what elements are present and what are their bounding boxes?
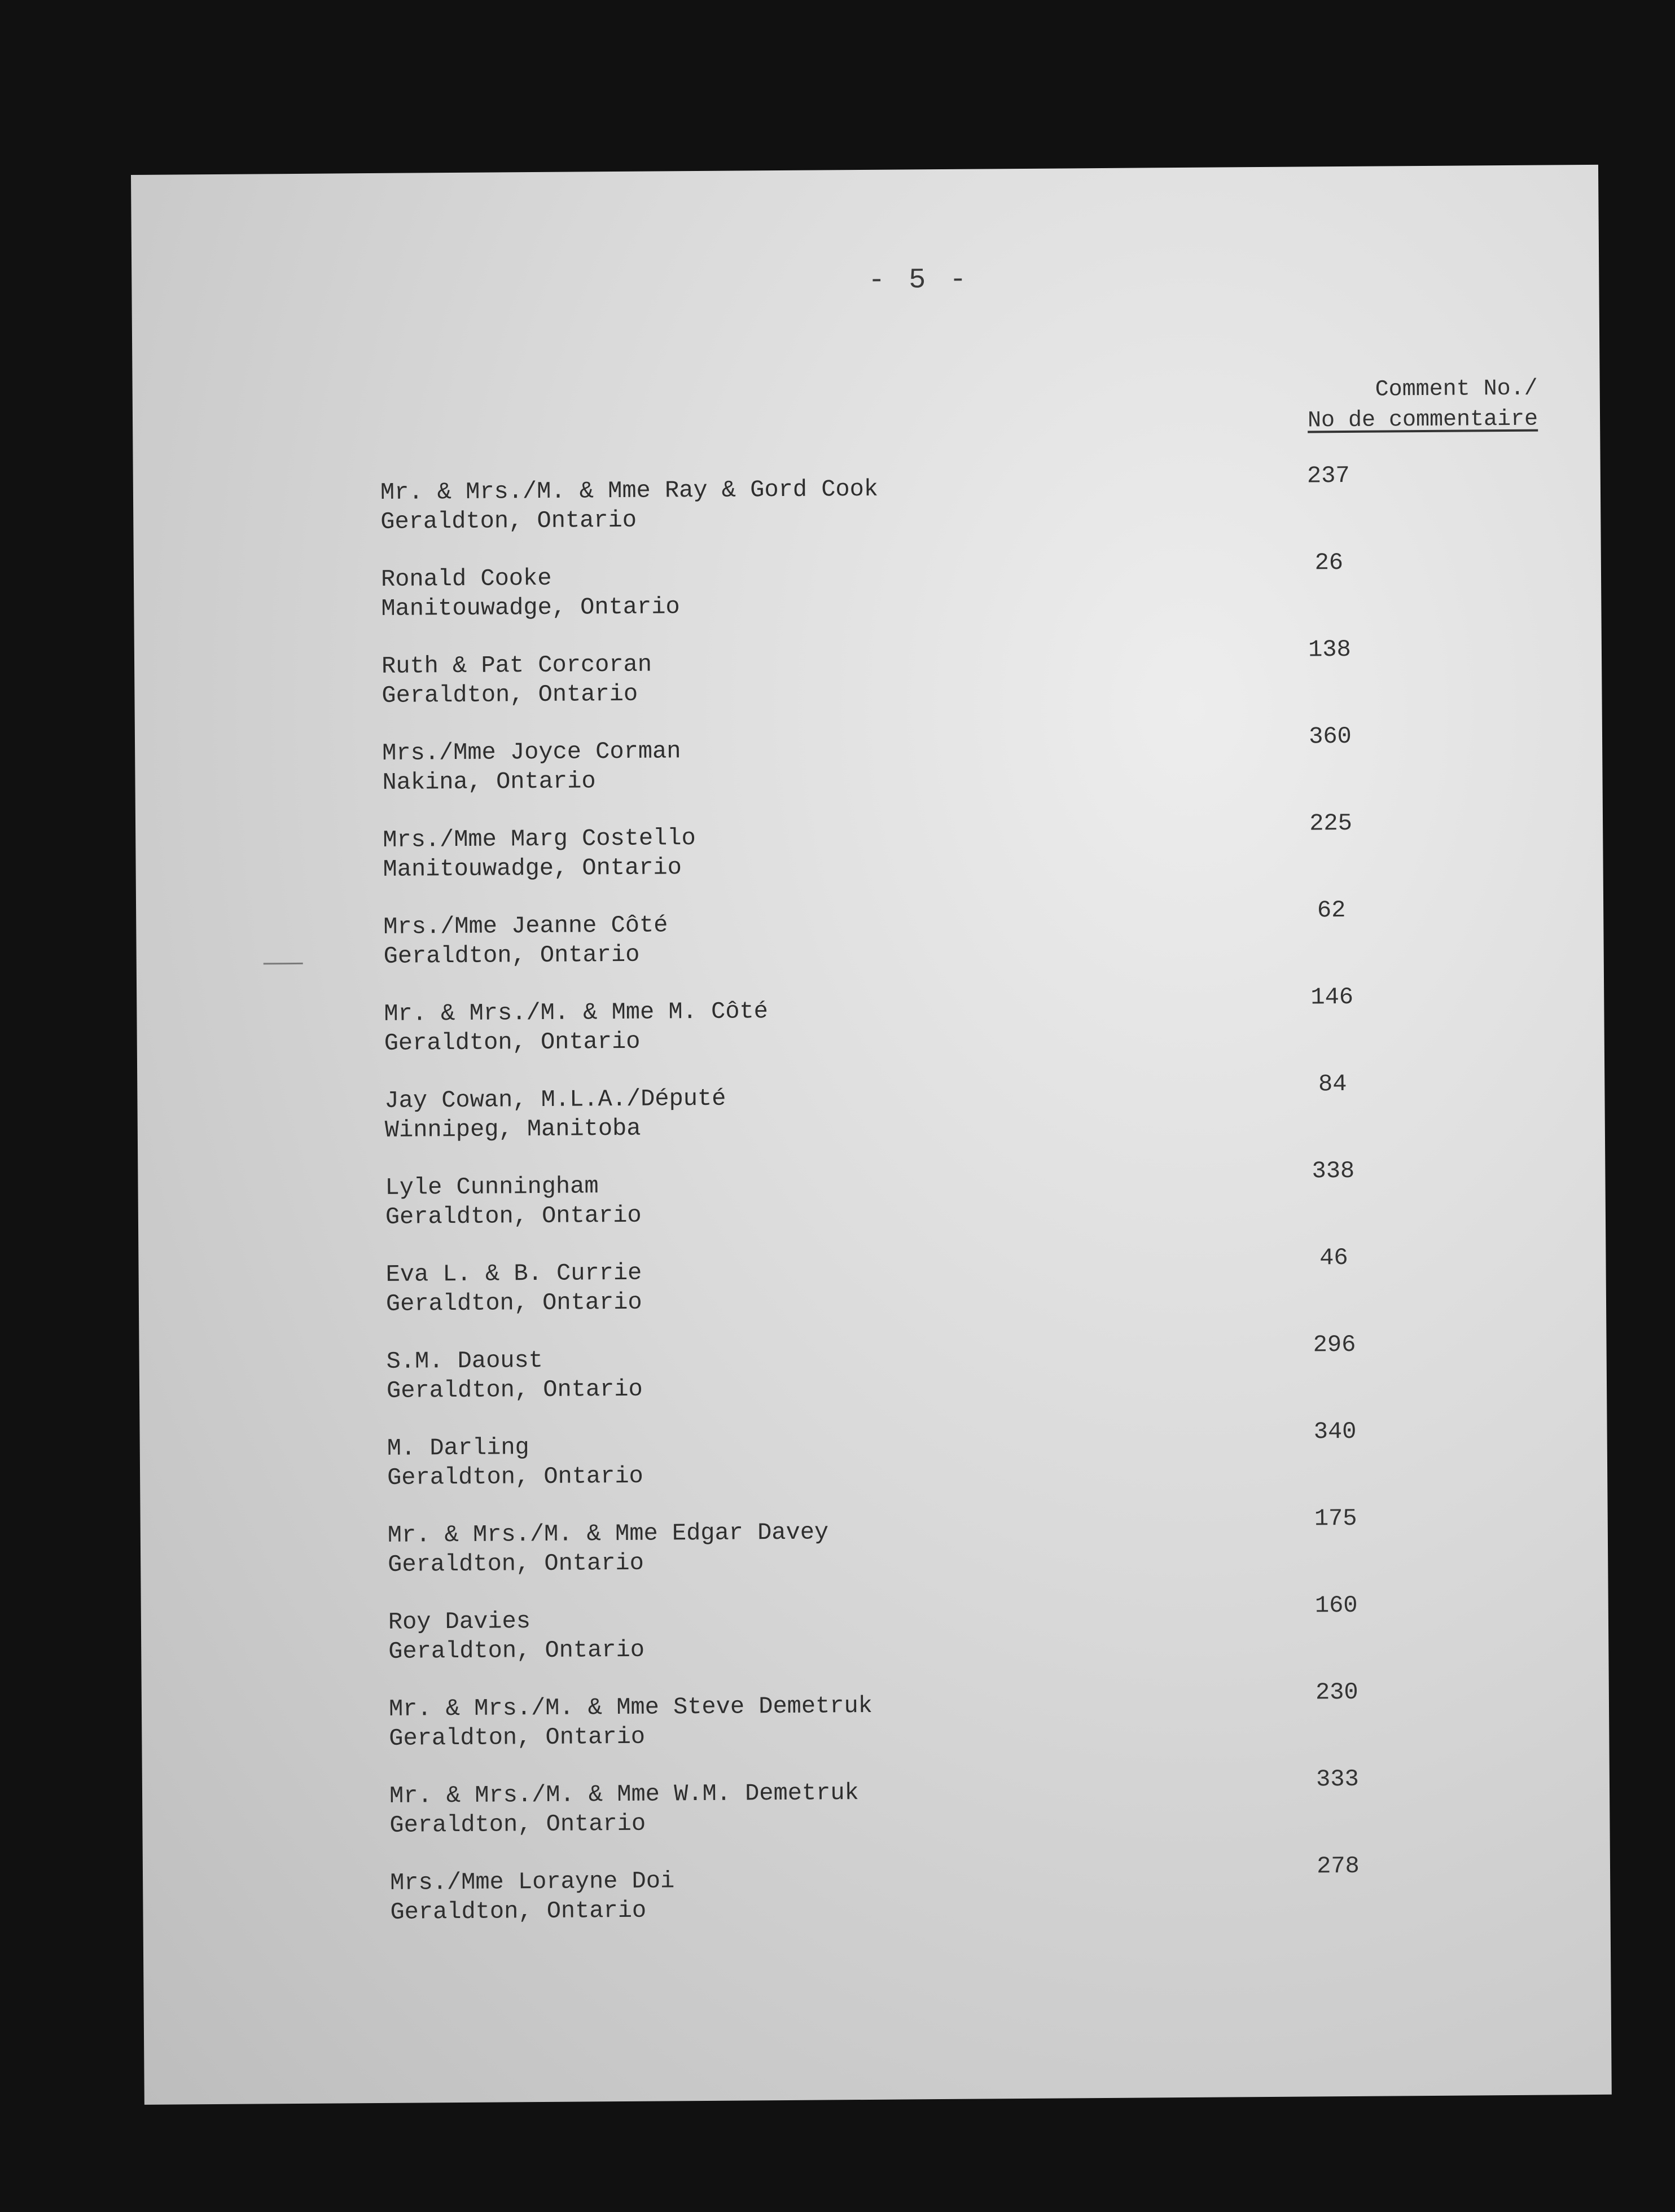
entry-name: S.M. Daoust	[386, 1346, 543, 1375]
entry-name: Mrs./Mme Jeanne Côté	[383, 911, 668, 941]
entry-place: Geraldton, Ontario	[389, 1723, 646, 1752]
document-page	[131, 165, 1612, 2105]
entry-place: Geraldton, Ontario	[385, 1288, 642, 1318]
entry-place: Geraldton, Ontario	[385, 1201, 642, 1231]
entry-list	[380, 462, 1547, 1955]
entry-name: Jay Cowan, M.L.A./Député	[384, 1085, 726, 1114]
entry-name: Ronald Cooke	[380, 564, 552, 593]
entry-name: Mr. & Mrs./M. & Mme Edgar Davey	[387, 1518, 829, 1549]
entry-comment-number: 146	[1310, 983, 1354, 1011]
entry-name: Mr. & Mrs./M. & Mme Ray & Gord Cook	[380, 475, 879, 506]
entry-place: Geraldton, Ontario	[389, 1810, 646, 1839]
column-header-french: No de commentaire	[1307, 406, 1538, 434]
entry-name: Mr. & Mrs./M. & Mme W.M. Demetruk	[389, 1779, 859, 1810]
entry-place: Geraldton, Ontario	[388, 1549, 644, 1578]
entry-name: Eva L. & B. Currie	[385, 1259, 642, 1288]
entry-comment-number: 230	[1315, 1678, 1358, 1706]
entry-name: Mrs./Mme Lorayne Doi	[389, 1867, 675, 1897]
entry-comment-number: 338	[1312, 1157, 1355, 1185]
entry-name: Mrs./Mme Joyce Corman	[382, 738, 681, 767]
margin-mark	[264, 963, 303, 964]
entry-name: Lyle Cunningham	[385, 1173, 599, 1201]
entry-comment-number: 138	[1308, 635, 1351, 664]
entry-comment-number: 84	[1318, 1070, 1347, 1098]
entry-comment-number: 340	[1313, 1417, 1357, 1446]
entry-name: Ruth & Pat Corcoran	[381, 651, 652, 680]
entry-place: Geraldton, Ontario	[383, 941, 640, 970]
entry-comment-number: 160	[1314, 1591, 1358, 1620]
entry-comment-number: 46	[1319, 1244, 1348, 1272]
entry-name: Roy Davies	[388, 1608, 531, 1636]
column-header-english: Comment No./	[1375, 376, 1538, 403]
page-number: - 5 -	[868, 264, 970, 297]
entry-comment-number: 333	[1316, 1765, 1359, 1793]
comment-number-column-header	[1143, 374, 1538, 438]
entry-comment-number: 278	[1316, 1852, 1360, 1880]
entry-place: Manitouwadge, Ontario	[381, 593, 680, 622]
entry-place: Geraldton, Ontario	[382, 680, 638, 709]
entry-name: M. Darling	[387, 1434, 529, 1462]
entry-name: Mr. & Mrs./M. & Mme M. Côté	[384, 998, 769, 1028]
entry-comment-number: 237	[1306, 462, 1350, 490]
entry-place: Geraldton, Ontario	[384, 1028, 641, 1057]
entry-comment-number: 175	[1314, 1504, 1357, 1533]
entry-comment-number: 26	[1314, 549, 1344, 577]
entry-comment-number: 296	[1313, 1331, 1356, 1359]
entry-place: Geraldton, Ontario	[390, 1897, 647, 1926]
entry-place: Geraldton, Ontario	[380, 506, 637, 536]
entry-place: Manitouwadge, Ontario	[383, 854, 682, 883]
entry-comment-number: 360	[1309, 722, 1352, 750]
entry-name: Mr. & Mrs./M. & Mme Steve Demetruk	[388, 1692, 873, 1723]
entry-comment-number: 62	[1317, 897, 1346, 924]
list-item	[389, 1852, 1547, 1955]
entry-name: Mrs./Mme Marg Costello	[383, 824, 696, 854]
entry-place: Geraldton, Ontario	[386, 1375, 643, 1405]
entry-comment-number: 225	[1309, 809, 1353, 837]
entry-place: Winnipeg, Manitoba	[384, 1114, 641, 1144]
entry-place: Nakina, Ontario	[382, 767, 596, 796]
entry-place: Geraldton, Ontario	[388, 1636, 645, 1665]
entry-place: Geraldton, Ontario	[387, 1462, 643, 1491]
